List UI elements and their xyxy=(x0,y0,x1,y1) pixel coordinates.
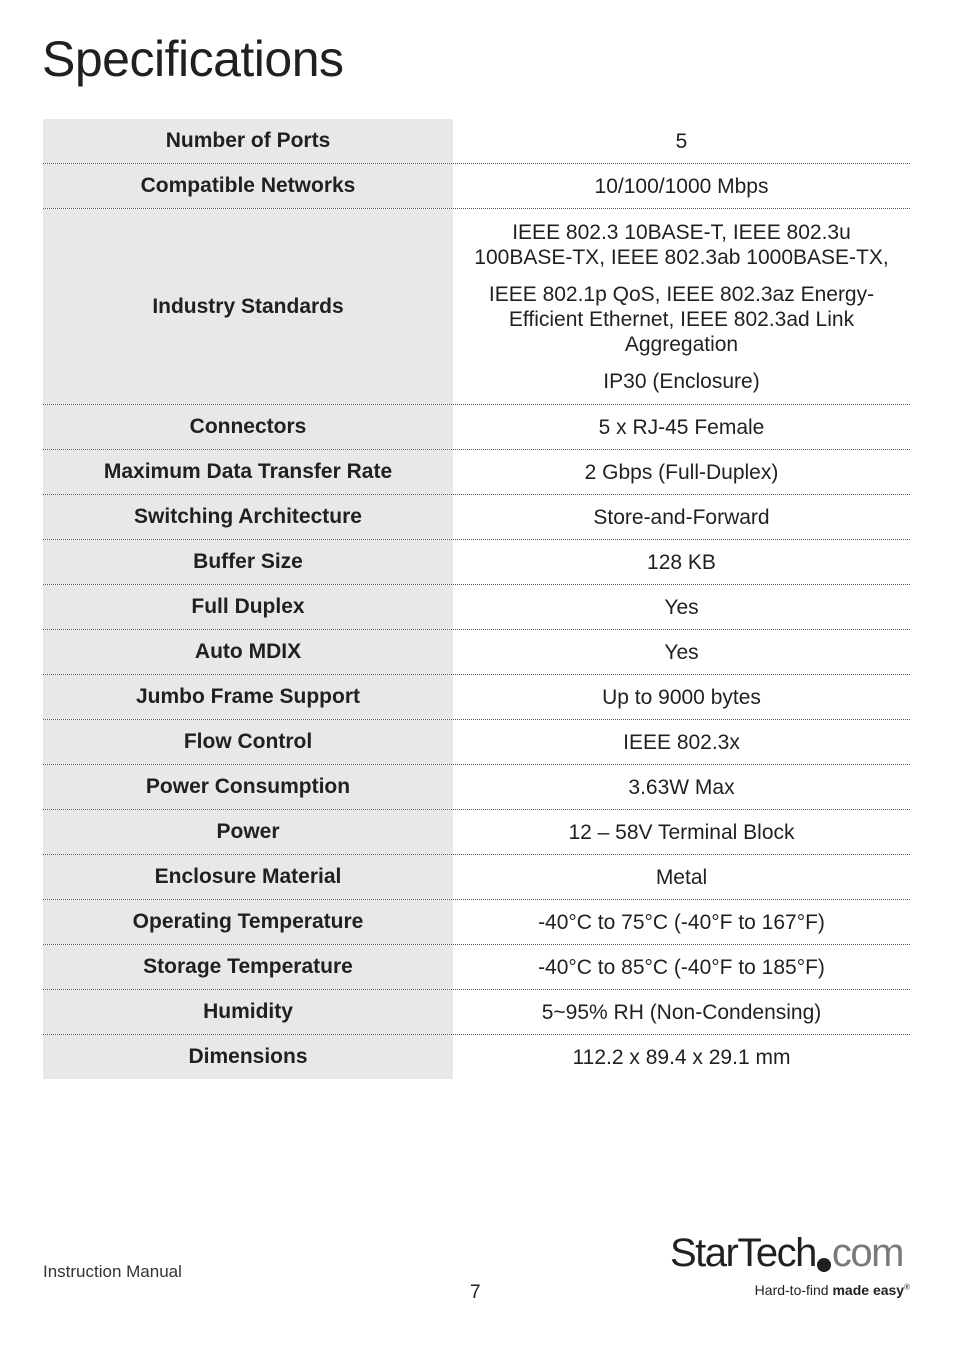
spec-label: Dimensions xyxy=(43,1035,453,1079)
footer-document-label: Instruction Manual xyxy=(43,1262,182,1281)
logo-tagline-bold: made easy xyxy=(832,1282,905,1298)
spec-label: Enclosure Material xyxy=(43,855,453,899)
startech-logo xyxy=(670,1233,910,1303)
spec-value-line: Metal xyxy=(655,865,708,889)
page-number: 7 xyxy=(470,1282,481,1303)
spec-value-line: Up to 9000 bytes xyxy=(602,685,761,709)
logo-tagline-prefix: Hard-to-find xyxy=(754,1282,829,1298)
spec-value-line: -40°C to 75°C (-40°F to 167°F) xyxy=(538,910,825,934)
spec-value xyxy=(453,855,910,899)
table-row xyxy=(43,164,910,209)
spec-value-line: 10/100/1000 Mbps xyxy=(594,174,769,198)
logo-brand-suffix: com xyxy=(831,1231,903,1275)
logo-dot-icon xyxy=(817,1258,831,1272)
spec-value xyxy=(453,495,910,539)
logo-tagline xyxy=(670,1282,910,1298)
spec-value-line: -40°C to 85°C (-40°F to 185°F) xyxy=(538,955,825,979)
table-row xyxy=(43,675,910,720)
spec-label: Full Duplex xyxy=(43,585,453,629)
spec-value xyxy=(453,630,910,674)
spec-label: Buffer Size xyxy=(43,540,453,584)
spec-value-line: 12 – 58V Terminal Block xyxy=(568,820,795,844)
table-row xyxy=(43,1035,910,1079)
spec-value xyxy=(453,900,910,944)
logo-brand-main: StarTech xyxy=(670,1231,816,1275)
spec-label: Power xyxy=(43,810,453,854)
spec-value xyxy=(453,450,910,494)
spec-value xyxy=(453,1035,910,1079)
spec-value-line: 2 Gbps (Full-Duplex) xyxy=(584,460,779,484)
spec-value xyxy=(453,720,910,764)
spec-value-line: IEEE 802.3x xyxy=(623,730,740,754)
spec-value-line: IEEE 802.3 10BASE-T, IEEE 802.3u 100BASE-TX, IEEE 802.3ab 1000BASE-TX, xyxy=(474,220,889,269)
spec-value xyxy=(453,585,910,629)
spec-value-line: Yes xyxy=(664,595,699,619)
table-row xyxy=(43,405,910,450)
table-row xyxy=(43,900,910,945)
spec-label: Industry Standards xyxy=(43,209,453,404)
table-row xyxy=(43,450,910,495)
spec-label: Flow Control xyxy=(43,720,453,764)
spec-label: Operating Temperature xyxy=(43,900,453,944)
spec-value-line: 3.63W Max xyxy=(628,775,735,799)
logo-registered-mark: ® xyxy=(904,1282,910,1292)
logo-wordmark xyxy=(670,1233,910,1273)
spec-value-line: Yes xyxy=(664,640,699,664)
spec-value-line: IP30 (Enclosure) xyxy=(603,369,760,393)
table-row xyxy=(43,990,910,1035)
table-row xyxy=(43,495,910,540)
spec-value xyxy=(453,119,910,163)
table-row xyxy=(43,540,910,585)
table-row xyxy=(43,720,910,765)
spec-value-line: 5 xyxy=(675,129,688,153)
spec-value xyxy=(453,945,910,989)
spec-value xyxy=(453,990,910,1034)
spec-value-line: 112.2 x 89.4 x 29.1 mm xyxy=(572,1045,791,1069)
spec-label: Switching Architecture xyxy=(43,495,453,539)
spec-label: Humidity xyxy=(43,990,453,1034)
spec-label: Storage Temperature xyxy=(43,945,453,989)
spec-value-line: 5 x RJ-45 Female xyxy=(598,415,765,439)
spec-label: Number of Ports xyxy=(43,119,453,163)
table-row xyxy=(43,945,910,990)
spec-label: Compatible Networks xyxy=(43,164,453,208)
table-row xyxy=(43,810,910,855)
spec-value-line: 128 KB xyxy=(647,550,716,574)
page-title: Specifications xyxy=(42,31,344,87)
spec-value xyxy=(453,675,910,719)
spec-value xyxy=(453,405,910,449)
spec-label: Auto MDIX xyxy=(43,630,453,674)
spec-value xyxy=(453,765,910,809)
spec-value xyxy=(453,810,910,854)
table-row xyxy=(43,855,910,900)
spec-value xyxy=(453,164,910,208)
spec-label: Power Consumption xyxy=(43,765,453,809)
spec-value-line: 5~95% RH (Non-Condensing) xyxy=(541,1000,822,1024)
table-row xyxy=(43,209,910,405)
spec-label: Connectors xyxy=(43,405,453,449)
table-row xyxy=(43,585,910,630)
specifications-table xyxy=(43,119,910,1079)
spec-value xyxy=(453,209,910,404)
table-row xyxy=(43,119,910,164)
spec-value-line: IEEE 802.1p QoS, IEEE 802.3az Energy-Efficient Ethernet, IEEE 802.3ad Link Aggregation xyxy=(488,282,875,356)
spec-value-line: Store-and-Forward xyxy=(593,505,770,529)
table-row xyxy=(43,630,910,675)
spec-value xyxy=(453,540,910,584)
spec-label: Jumbo Frame Support xyxy=(43,675,453,719)
spec-label: Maximum Data Transfer Rate xyxy=(43,450,453,494)
table-row xyxy=(43,765,910,810)
